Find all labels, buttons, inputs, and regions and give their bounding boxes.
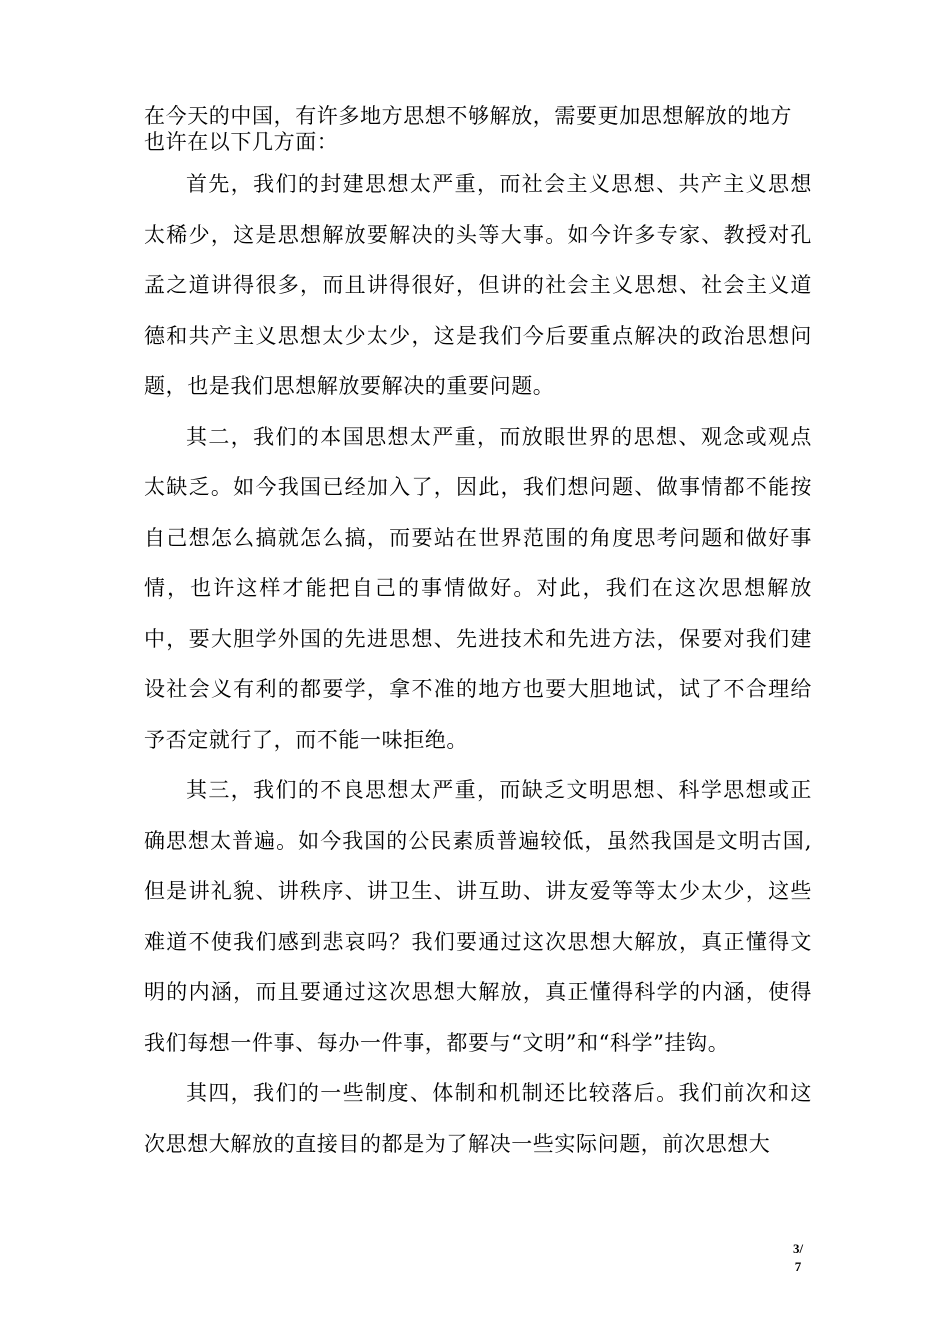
- page-number: 3/ 7: [792, 1241, 804, 1274]
- paragraph-third: 其三，我们的不良思想太严重，而缺乏文明思想、科学思想或正确思想太普遍。如今我国的公民素质普遍较低，虽然我国是文明古国,但是讲礼貌、讲秩序、讲卫生、讲互助、讲友爱等等太少太少，这些难道不使我们感到悲哀吗？我们要通过这次思想大解放，真正懂得文明的内涵，而且要通过这次思想大解放，真正懂得科学的内涵，使得我们每想一件事、每办一件事，都要与“文明”和“科学”挂钩。: [144, 778, 812, 1055]
- paragraph-first: 首先，我们的封建思想太严重，而社会主义思想、共产主义思想太稀少，这是思想解放要解决的头等大事。如今许多专家、教授对孔孟之道讲得很多，而且讲得很好，但讲的社会主义思想、社会主义道德和共产主义思想太少太少，这是我们今后要重点解决的政治思想问题，也是我们思想解放要解决的重要问题。: [144, 172, 812, 398]
- document-body: [144, 103, 812, 1169]
- intro-paragraph: 在今天的中国，有许多地方思想不够解放，需要更加思想解放的地方也许在以下几方面：: [144, 104, 792, 154]
- paragraph-second: 其二，我们的本国思想太严重，而放眼世界的思想、观念或观点太缺乏。如今我国已经加入了，因此，我们想问题、做事情都不能按自己想怎么搞就怎么搞，而要站在世界范围的角度思考问题和做好事情，也许这样才能把自己的事情做好。对此，我们在这次思想解放中，要大胆学外国的先进思想、先进技术和先进方法，保要对我们建设社会义有利的都要学，拿不准的地方也要大胆地试，试了不合理给予否定就行了，而不能一味拒绝。: [144, 424, 812, 752]
- paragraph-fourth: 其四，我们的一些制度、体制和机制还比较落后。我们前次和这次思想大解放的直接目的都是为了解决一些实际问题，前次思想大: [144, 1081, 812, 1156]
